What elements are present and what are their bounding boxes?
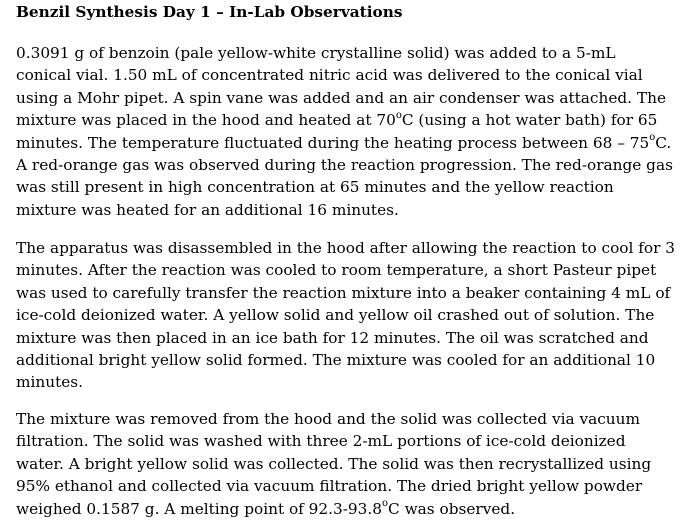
text-line: mixture was then placed in an ice bath for 12 minutes. The oil was scratched and [16,328,649,347]
text-line: conical vial. 1.50 mL of concentrated nitric acid was delivered to the conical vial [16,66,643,85]
text-line: using a Mohr pipet. A spin vane was added and an air condenser was attached. The [16,88,667,107]
degree-symbol: o [381,498,389,510]
text-line: filtration. The solid was washed with three 2-mL portions of ice-cold deionized [16,432,626,451]
paragraph-workup [16,237,688,394]
paragraph-reaction-setup [16,42,688,221]
text-line: 0.3091 g of benzoin (pale yellow-white crystalline solid) was added to a 5-mL [16,44,616,62]
text-line: mixture was heated for an additional 16 minutes. [16,200,399,219]
text-line: was still present in high concentration at 65 minutes and the yellow reaction [16,178,614,197]
text-line: additional bright yellow solid formed. The mixture was cooled for an additional 10 [16,350,656,369]
text-line: minutes. After the reaction was cooled to room temperature, a short Pasteur pipet [16,261,657,280]
text-line: 95% ethanol and collected via vacuum filtration. The dried bright yellow powder [16,477,643,496]
text-segment: mixture was placed in the hood and heated at 70 [16,111,396,130]
text-line [16,498,688,520]
text-segment: C. [655,133,672,152]
degree-symbol: o [395,110,402,122]
degree-symbol: o [649,132,656,144]
text-line: minutes. [16,373,84,392]
text-line: water. A bright yellow solid was collected. The solid was then recrystallized using [16,454,652,473]
text-line [16,109,688,131]
text-segment: C (using a hot water bath) for 65 [401,111,658,130]
paragraph-isolation [16,408,688,520]
text-segment: C was observed. [388,499,516,518]
text-line: was used to carefully transfer the reaction mixture into a beaker containing 4 mL of [16,283,671,302]
text-line: The mixture was removed from the hood and the solid was collected via vacuum [16,410,641,428]
text-line: A red-orange gas was observed during the reaction progression. The red-orange gas [16,155,673,174]
text-line: The apparatus was disassembled in the hood after allowing the reaction to cool for 3 [16,239,676,257]
text-segment: minutes. The temperature fluctuated during the heating process between 68 – 75 [16,133,650,152]
text-segment: weighed 0.1587 g. A melting point of 92.3-93.8 [16,499,382,518]
document-title: Benzil Synthesis Day 1 – In-Lab Observations [16,3,403,21]
text-line [16,132,688,154]
text-line: ice-cold deionized water. A yellow solid and yellow oil crashed out of solution. The [16,306,655,325]
